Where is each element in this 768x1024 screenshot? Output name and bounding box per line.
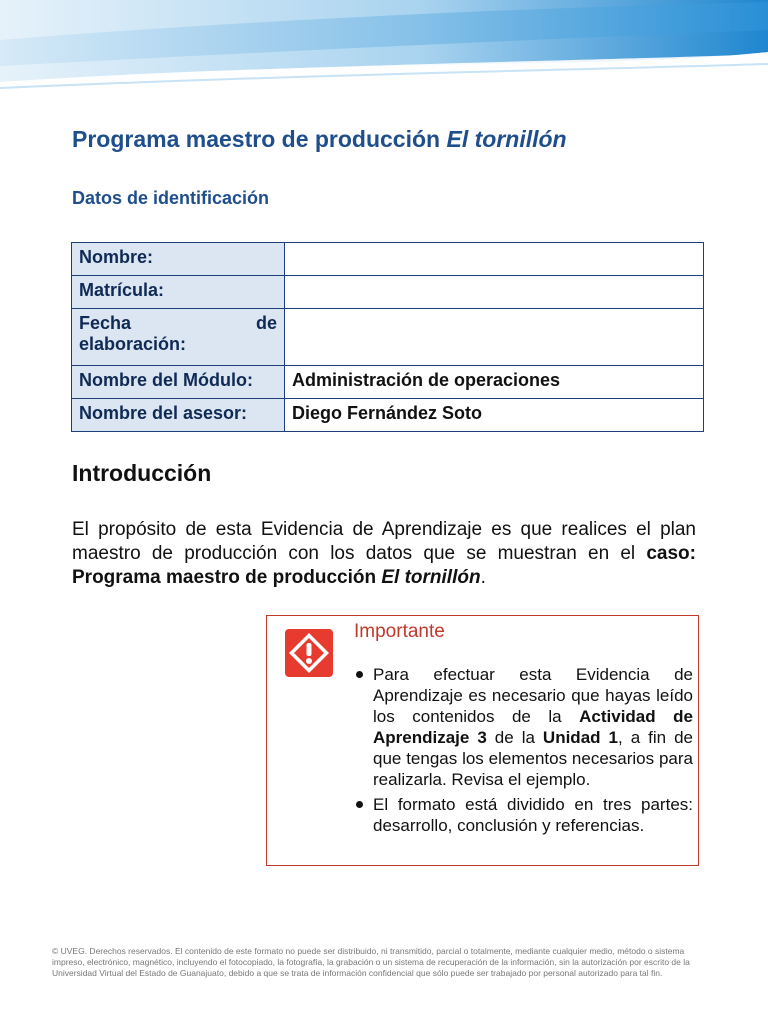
table-row — [72, 366, 704, 399]
table-row — [72, 276, 704, 309]
identification-table — [71, 242, 704, 432]
table-row — [72, 309, 704, 366]
label-modulo: Nombre del Módulo: — [72, 366, 285, 399]
page-title-italic: El tornillón — [446, 126, 567, 152]
value-nombre[interactable] — [285, 243, 704, 276]
value-matricula[interactable] — [285, 276, 704, 309]
label-nombre: Nombre: — [72, 243, 285, 276]
intro-heading: Introducción — [72, 460, 212, 486]
important-box — [266, 615, 699, 866]
important-list — [353, 664, 693, 840]
label-fecha: Fecha de elaboración: — [72, 309, 285, 366]
table-row — [72, 399, 704, 432]
value-fecha[interactable] — [285, 309, 704, 366]
label-matricula: Matrícula: — [72, 276, 285, 309]
page-title: Programa maestro de producción El tornillón — [72, 126, 567, 152]
table-row — [72, 243, 704, 276]
bullet-icon — [356, 801, 363, 808]
intro-paragraph: El propósito de esta Evidencia de Aprendizaje es que realices el plan maestro de producción con los datos que se muestran en el caso: Programa maestro de producción El tornillón. — [72, 519, 696, 588]
list-item: Para efectuar esta Evidencia de Aprendizaje es necesario que hayas leído los contenidos de la Actividad de Aprendizaje 3 de la Unidad 1, a fin de que tengas los elementos necesarios para realizarla. Revisa el ejemplo. — [353, 664, 693, 790]
list-item: El formato está dividido en tres partes: desarrollo, conclusión y referencias. — [353, 794, 693, 836]
header-banner — [0, 0, 768, 96]
label-asesor: Nombre del asesor: — [72, 399, 285, 432]
important-title: Importante — [354, 621, 445, 642]
copyright-footer: © UVEG. Derechos reservados. El contenido de este formato no puede ser distribuido, ni transmitido, parcial o totalmente, mediante cualquier medio, método o sistema impreso, electrónico, magnético, incluyendo el fotocopiado, la fotografía, la grabación o un sistema de recuperación de la información, sin la autorización por escrito de la Universidad Virtual del Estado de Guanajuato, debido a que se trata de información confidencial que sólo puede ser trabajado por personal autorizado para tal fin. — [52, 946, 690, 978]
value-modulo: Administración de operaciones — [285, 366, 704, 399]
bullet-icon — [356, 671, 363, 678]
value-asesor: Diego Fernández Soto — [285, 399, 704, 432]
warning-diamond-icon — [284, 628, 334, 678]
section-subtitle: Datos de identificación — [72, 188, 270, 208]
